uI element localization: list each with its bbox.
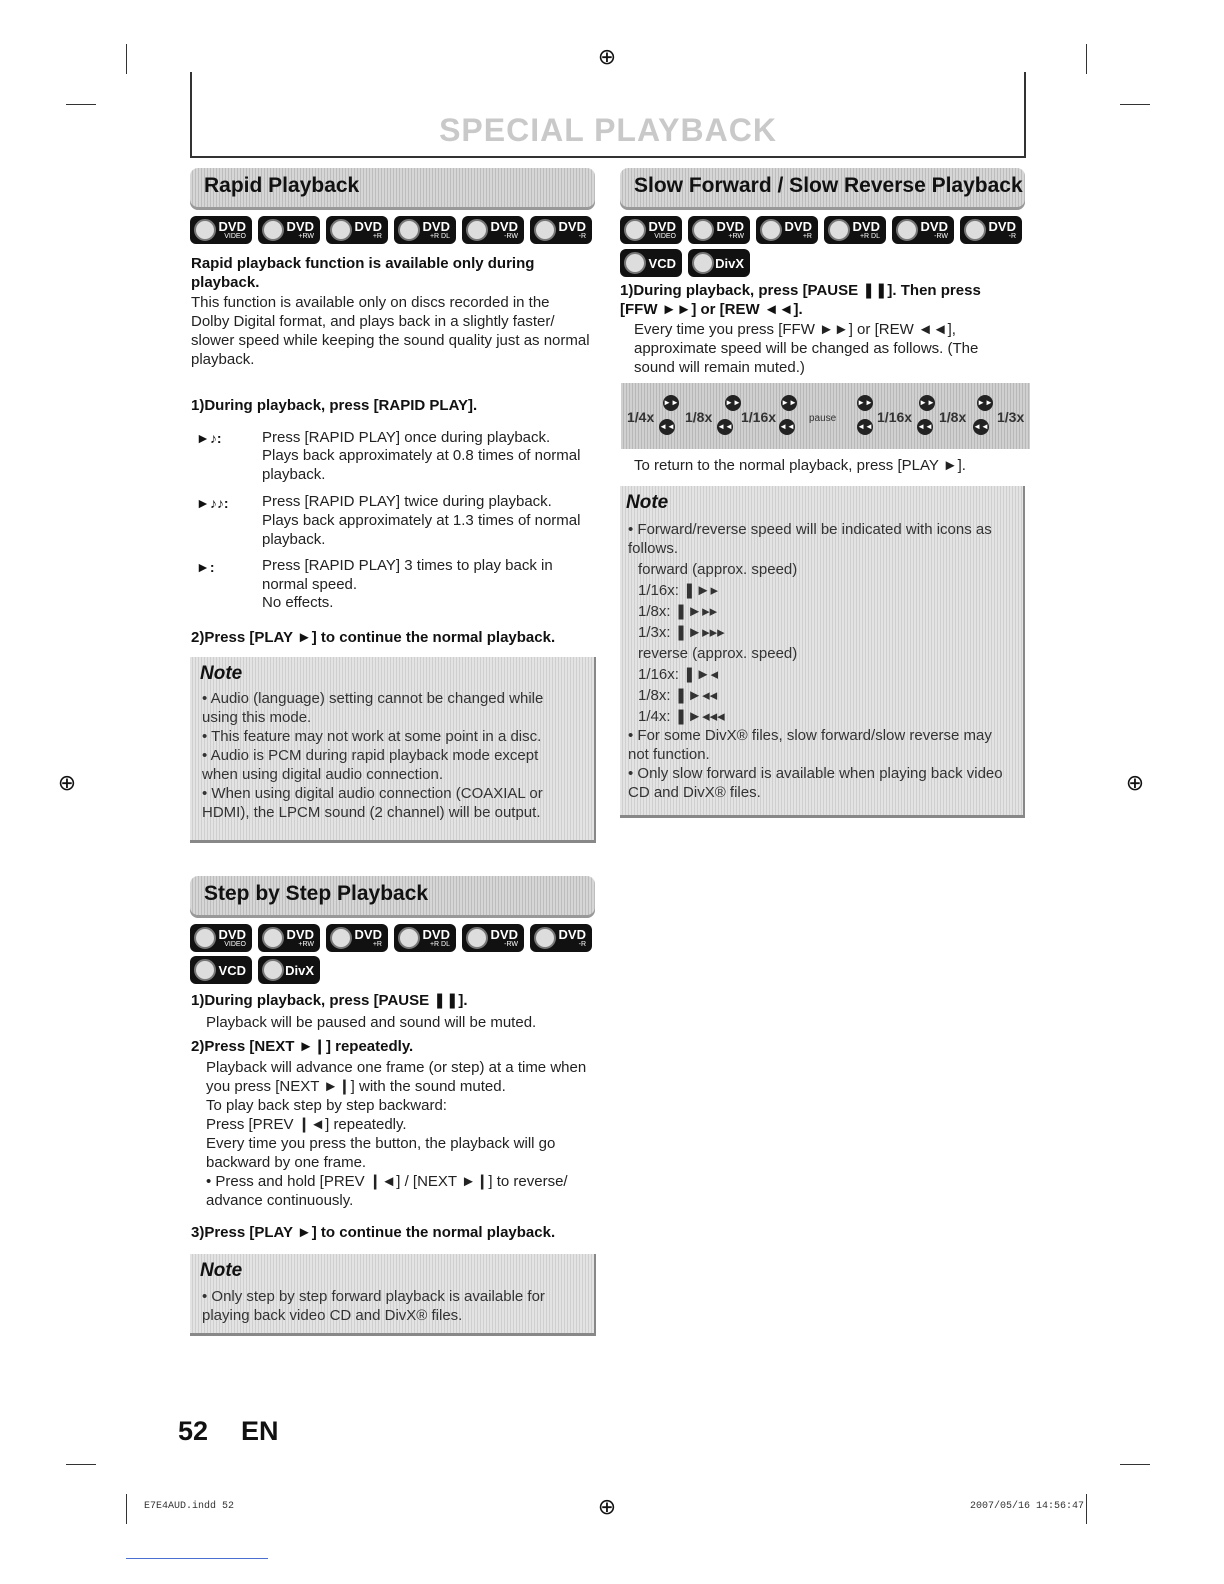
disc-badges-step-extra <box>190 956 320 984</box>
dvd-minus-rw-badge: DVD -RW <box>462 216 524 244</box>
note-body <box>202 689 574 822</box>
section-heading-rapid <box>190 168 595 210</box>
note-body <box>202 1287 574 1325</box>
note-box-step <box>190 1254 596 1336</box>
registration-mark-icon: ⊕ <box>57 770 77 795</box>
rew-icon: ◄◄ <box>779 419 795 435</box>
ffw-icon: ►► <box>857 395 873 411</box>
dvd-minus-rw-badge: DVD -RW <box>462 924 524 952</box>
note-item: • Audio (language) setting cannot be changed while using this mode. <box>202 690 544 726</box>
step-body-line: Playback will advance one frame (or step) at a time when you press [NEXT ►❙] with the sound muted. <box>206 1059 587 1095</box>
heading-text: Rapid Playback <box>204 174 360 197</box>
speed-rev-label: 1/8x <box>685 409 713 425</box>
note-box-slow <box>620 486 1025 818</box>
speed-fwd-label: 1/16x <box>877 409 913 425</box>
crop-mark <box>1120 1464 1150 1465</box>
rapid-slow-icon: ►♪: <box>196 430 222 446</box>
crop-mark <box>1120 104 1150 105</box>
page-title: SPECIAL PLAYBACK <box>439 112 777 148</box>
dvd-minus-r-badge: DVD -R <box>530 216 592 244</box>
crop-mark <box>1086 1494 1087 1524</box>
rapid-option-1-desc: Plays back approximately at 0.8 times of normal playback. <box>262 447 581 483</box>
speed-scale <box>621 383 1030 449</box>
dvd-plus-r-badge: DVD +R <box>756 216 818 244</box>
speed-rev-label: 1/4x <box>627 409 655 425</box>
disc-badges-slow-extra <box>620 249 750 277</box>
note-item: forward (approx. speed) <box>638 561 798 578</box>
rew-icon: ◄◄ <box>917 419 933 435</box>
slow-step-1-body: Every time you press [FFW ►►] or [REW ◄◄], approximate speed will be changed as follows. (The sound will remain muted.) <box>634 321 979 376</box>
step-body-line: Every time you press the button, the playback will go backward by one frame. <box>206 1135 556 1171</box>
note-title: Note <box>200 1260 243 1281</box>
page-number: 52 <box>178 1416 209 1446</box>
dvd-plus-r-dl-badge: DVD +R DL <box>394 924 456 952</box>
footer-date: 2007/05/16 14:56:47 <box>970 1501 1085 1512</box>
rew-icon: ◄◄ <box>717 419 733 435</box>
ffw-icon: ►► <box>977 395 993 411</box>
note-item: 1/16x: ❚►◂ <box>638 666 718 683</box>
slow-return-text: To return to the normal playback, press [PLAY ►]. <box>634 457 966 474</box>
rew-icon: ◄◄ <box>857 419 873 435</box>
registration-mark-icon: ⊕ <box>597 44 617 69</box>
note-title: Note <box>626 492 669 513</box>
crop-mark <box>126 44 127 74</box>
step-step-1-body: Playback will be paused and sound will be muted. <box>206 1014 537 1031</box>
dvd-plus-rw-badge: DVD +RW <box>258 216 320 244</box>
note-item: reverse (approx. speed) <box>638 645 798 662</box>
note-item: • Audio is PCM during rapid playback mode except when using digital audio connection. <box>202 747 539 783</box>
crop-mark <box>66 104 96 105</box>
step-body-line: Press [PREV ❙◄] repeatedly. <box>206 1116 407 1133</box>
dvd-plus-r-dl-badge: DVD +R DL <box>394 216 456 244</box>
blue-rule <box>126 1558 268 1559</box>
dvd-minus-r-badge: DVD -R <box>530 924 592 952</box>
step-step-3: 3)Press [PLAY ►] to continue the normal playback. <box>191 1224 556 1241</box>
note-item: 1/8x: ❚►▸▸ <box>638 603 718 620</box>
dvd-plus-rw-badge: DVD +RW <box>688 216 750 244</box>
rapid-step-2: 2)Press [PLAY ►] to continue the normal playback. <box>191 629 556 646</box>
note-item: 1/8x: ❚►◂◂ <box>638 687 718 704</box>
note-item: • For some DivX® files, slow forward/slow reverse may not function. <box>628 727 992 763</box>
disc-badges-rapid <box>190 216 592 244</box>
dvd-minus-r-badge: DVD -R <box>960 216 1022 244</box>
slow-step-1: 1)During playback, press [PAUSE ❚❚]. Then press [FFW ►►] or [REW ◄◄]. <box>620 282 981 318</box>
disc-badges-slow <box>620 216 1022 244</box>
note-item: • Forward/reverse speed will be indicated with icons as follows. <box>628 521 992 557</box>
speed-rev-label: 1/16x <box>741 409 777 425</box>
ffw-icon: ►► <box>725 395 741 411</box>
speed-pause-label: pause <box>809 413 837 424</box>
rapid-option-1-press: Press [RAPID PLAY] once during playback. <box>262 429 551 446</box>
note-item: 1/4x: ❚►◂◂◂ <box>638 708 725 725</box>
divx-badge: DivX <box>258 956 320 984</box>
dvd-video-badge: DVD VIDEO <box>190 924 252 952</box>
note-item: • This feature may not work at some point in a disc. <box>202 728 542 745</box>
rapid-fast-icon: ►♪♪: <box>196 495 229 511</box>
rapid-option-2-press: Press [RAPID PLAY] twice during playback. <box>262 493 552 510</box>
note-item: 1/16x: ❚►▸ <box>638 582 718 599</box>
heading-text: Slow Forward / Slow Reverse Playback <box>634 174 1023 197</box>
step-step-2: 2)Press [NEXT ►❙] repeatedly. <box>191 1038 414 1055</box>
rapid-intro-bold: Rapid playback function is available only during playback. <box>191 255 535 291</box>
section-heading-slow <box>620 168 1025 210</box>
step-body-line: To play back step by step backward: <box>206 1097 447 1114</box>
rapid-step-1: 1)During playback, press [RAPID PLAY]. <box>191 397 478 414</box>
registration-mark-icon: ⊕ <box>597 1494 617 1519</box>
disc-badges-step <box>190 924 592 952</box>
dvd-video-badge: DVD VIDEO <box>620 216 682 244</box>
rapid-option-2-desc: Plays back approximately at 1.3 times of normal playback. <box>262 512 581 548</box>
ffw-icon: ►► <box>919 395 935 411</box>
note-box-rapid <box>190 657 596 843</box>
note-item: • Only slow forward is available when playing back video CD and DivX® files. <box>628 765 1003 801</box>
vcd-badge: VCD <box>190 956 252 984</box>
note-item: • When using digital audio connection (COAXIAL or HDMI), the LPCM sound (2 channel) will be output. <box>202 785 543 821</box>
note-item: • Only step by step forward playback is available for playing back video CD and DivX® files. <box>202 1288 545 1324</box>
section-heading-step <box>190 876 595 918</box>
dvd-plus-r-badge: DVD +R <box>326 924 388 952</box>
step-step-1: 1)During playback, press [PAUSE ❚❚]. <box>191 992 468 1009</box>
speed-fwd-label: 1/8x <box>939 409 967 425</box>
registration-mark-icon: ⊕ <box>1125 770 1145 795</box>
crop-mark <box>126 1494 127 1524</box>
ffw-icon: ►► <box>663 395 679 411</box>
dvd-plus-r-badge: DVD +R <box>326 216 388 244</box>
rapid-intro: This function is available only on discs recorded in the Dolby Digital format, and plays back in a slightly faster/ slower speed while keeping the sound quality just as normal playback. <box>191 294 590 368</box>
footer-file: E7E4AUD.indd 52 <box>144 1501 235 1512</box>
dvd-plus-r-dl-badge: DVD +R DL <box>824 216 886 244</box>
rew-icon: ◄◄ <box>659 419 675 435</box>
heading-text: Step by Step Playback <box>204 882 429 905</box>
step-step-2-body <box>206 1058 591 1210</box>
dvd-video-badge: DVD VIDEO <box>190 216 252 244</box>
page-language: EN <box>241 1416 279 1446</box>
step-body-line: • Press and hold [PREV ❙◄] / [NEXT ►❙] to reverse/ advance continuously. <box>206 1173 568 1209</box>
dvd-plus-rw-badge: DVD +RW <box>258 924 320 952</box>
rapid-option-3-desc: No effects. <box>262 594 334 611</box>
rew-icon: ◄◄ <box>973 419 989 435</box>
rapid-option-3-press: Press [RAPID PLAY] 3 times to play back in normal speed. <box>262 557 553 593</box>
note-title: Note <box>200 663 243 684</box>
rapid-normal-icon: ►: <box>196 559 215 575</box>
divx-badge: DivX <box>688 249 750 277</box>
ffw-icon: ►► <box>781 395 797 411</box>
crop-mark <box>66 1464 96 1465</box>
dvd-minus-rw-badge: DVD -RW <box>892 216 954 244</box>
note-body <box>628 520 1013 802</box>
note-item: 1/3x: ❚►▸▸▸ <box>638 624 725 641</box>
speed-fwd-label: 1/3x <box>997 409 1025 425</box>
vcd-badge: VCD <box>620 249 682 277</box>
crop-mark <box>1086 44 1087 74</box>
